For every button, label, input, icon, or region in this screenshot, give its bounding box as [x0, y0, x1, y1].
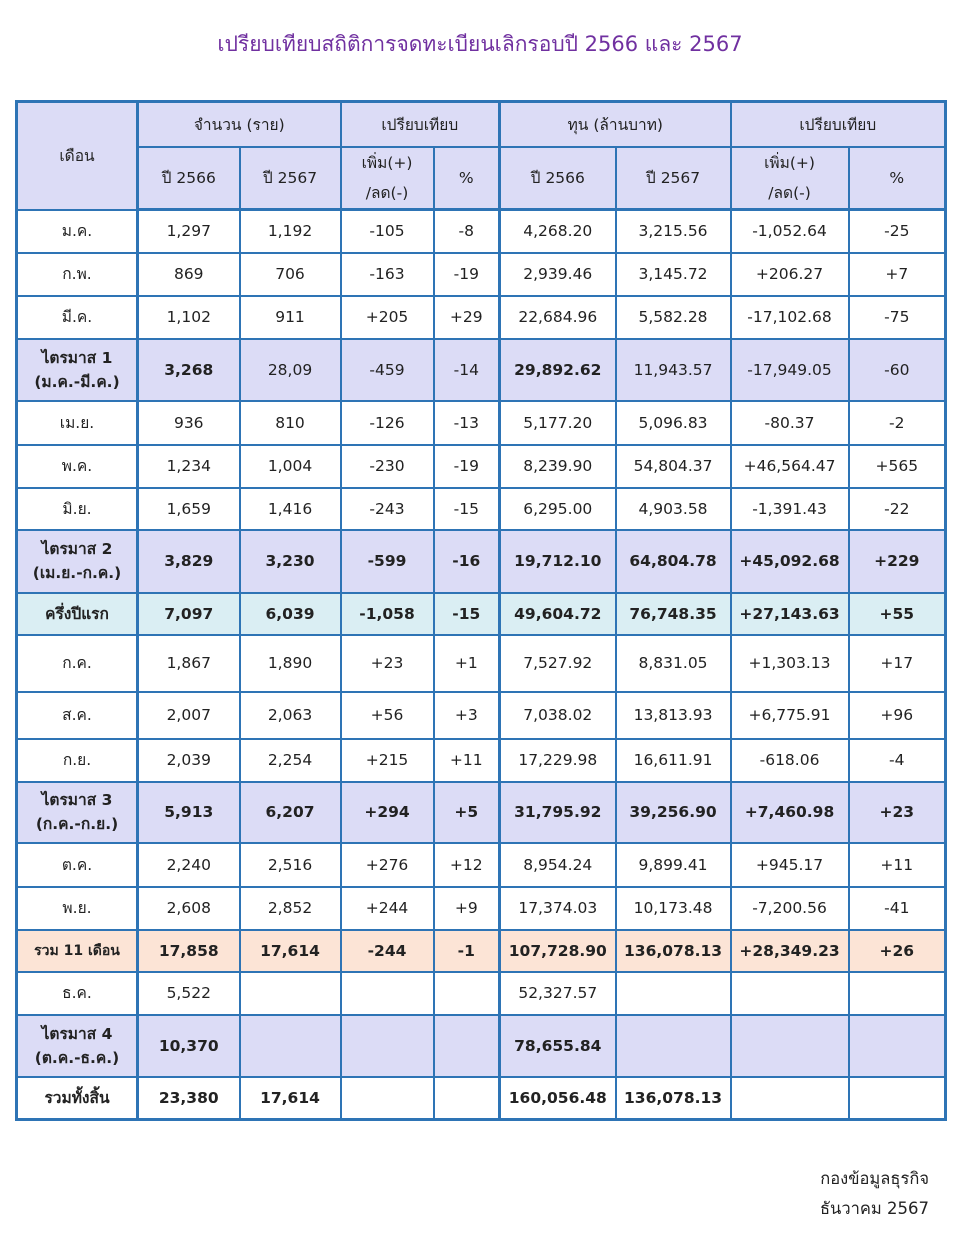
row-label: ไตรมาส 2: [41, 540, 113, 558]
table-row: [17, 593, 946, 635]
table-row: [17, 445, 946, 488]
count-percent-cell: -15: [434, 593, 500, 635]
count-2567-cell: 6,039: [240, 593, 341, 635]
capital-2566-cell: 7,527.92: [500, 635, 616, 692]
capital-percent-cell: -60: [849, 339, 946, 401]
count-change-cell: -230: [341, 445, 434, 488]
row-sublabel: (ม.ค.-มี.ค.): [34, 372, 120, 391]
row-sublabel: (ต.ค.-ธ.ค.): [34, 1048, 120, 1067]
capital-2567-cell: 39,256.90: [616, 782, 731, 843]
capital-2566-cell: 29,892.62: [500, 339, 616, 401]
count-2567-cell: 28,09: [240, 339, 341, 401]
row-label-cell: [17, 635, 138, 692]
count-change-cell: -105: [341, 210, 434, 253]
count-2567-cell: 810: [240, 401, 341, 445]
count-percent-cell: +9: [434, 887, 500, 930]
row-label: ก.ย.: [62, 751, 92, 769]
row-sublabel: (ก.ค.-ก.ย.): [35, 815, 119, 833]
header-change-line1: เพิ่ม(+): [764, 153, 815, 172]
capital-2567-cell: 5,582.28: [616, 296, 731, 339]
capital-2566-cell: 22,684.96: [500, 296, 616, 339]
count-percent-cell: -1: [434, 930, 500, 972]
header-capital-percent: %: [849, 147, 946, 210]
count-2566-cell: 1,297: [138, 210, 240, 253]
row-label-cell: [17, 782, 138, 843]
count-2566-cell: 7,097: [138, 593, 240, 635]
count-2567-cell: 1,890: [240, 635, 341, 692]
count-2566-cell: 1,102: [138, 296, 240, 339]
count-change-cell: -459: [341, 339, 434, 401]
row-label: รวม 11 เดือน: [34, 942, 120, 959]
row-label: ครึ่งปีแรก: [45, 604, 109, 623]
row-label-cell: [17, 593, 138, 635]
footer-date: ธันวาคม 2567: [819, 1199, 929, 1218]
capital-2567-cell: 3,145.72: [616, 253, 731, 296]
count-percent-cell: -19: [434, 445, 500, 488]
table-row: [17, 692, 946, 739]
capital-2567-cell: 16,611.91: [616, 739, 731, 782]
capital-percent-cell: -41: [849, 887, 946, 930]
row-sublabel: (เม.ย.-ก.ค.): [32, 564, 122, 582]
table-row: [17, 887, 946, 930]
row-label: ม.ค.: [61, 222, 93, 240]
capital-2567-cell: 76,748.35: [616, 593, 731, 635]
row-label: ส.ค.: [62, 706, 92, 724]
count-percent-cell: [434, 1015, 500, 1077]
count-percent-cell: +12: [434, 843, 500, 887]
capital-2567-cell: 54,804.37: [616, 445, 731, 488]
row-label-cell: [17, 887, 138, 930]
count-2567-cell: 1,192: [240, 210, 341, 253]
row-label: ก.ค.: [62, 654, 92, 672]
capital-change-cell: +945.17: [731, 843, 849, 887]
count-2567-cell: 1,416: [240, 488, 341, 530]
table-row: [17, 782, 946, 843]
header-count-percent: %: [434, 147, 500, 210]
table-row: [17, 488, 946, 530]
capital-percent-cell: -2: [849, 401, 946, 445]
row-label: ไตรมาส 4: [41, 1024, 113, 1043]
capital-2566-cell: 78,655.84: [500, 1015, 616, 1077]
count-percent-cell: +5: [434, 782, 500, 843]
row-label-cell: [17, 692, 138, 739]
header-count-year-2567: ปี 2567: [240, 147, 341, 210]
capital-2566-cell: 5,177.20: [500, 401, 616, 445]
capital-2566-cell: 160,056.48: [500, 1077, 616, 1120]
count-2566-cell: 936: [138, 401, 240, 445]
table-row: [17, 530, 946, 593]
row-label: เม.ย.: [59, 413, 95, 432]
count-2566-cell: 3,829: [138, 530, 240, 593]
capital-change-cell: -7,200.56: [731, 887, 849, 930]
row-label: ธ.ค.: [62, 984, 92, 1002]
row-label: พ.ย.: [62, 899, 92, 917]
capital-change-cell: +46,564.47: [731, 445, 849, 488]
count-percent-cell: [434, 972, 500, 1015]
capital-2566-cell: 17,374.03: [500, 887, 616, 930]
header-change-line2: /ลด(-): [768, 183, 811, 202]
count-2567-cell: 2,254: [240, 739, 341, 782]
table-row: [17, 739, 946, 782]
capital-percent-cell: +11: [849, 843, 946, 887]
header-count-compare: เปรียบเทียบ: [341, 102, 500, 147]
count-2566-cell: 3,268: [138, 339, 240, 401]
capital-2566-cell: 8,239.90: [500, 445, 616, 488]
capital-2567-cell: 10,173.48: [616, 887, 731, 930]
capital-2566-cell: 2,939.46: [500, 253, 616, 296]
capital-percent-cell: +7: [849, 253, 946, 296]
capital-percent-cell: [849, 972, 946, 1015]
row-label-cell: [17, 1077, 138, 1120]
row-label-cell: [17, 296, 138, 339]
header-capital-compare: เปรียบเทียบ: [731, 102, 946, 147]
capital-change-cell: [731, 972, 849, 1015]
capital-2567-cell: 8,831.05: [616, 635, 731, 692]
row-label: มี.ค.: [61, 308, 93, 326]
count-percent-cell: -16: [434, 530, 500, 593]
table-row: [17, 972, 946, 1015]
count-change-cell: [341, 972, 434, 1015]
table-row: [17, 253, 946, 296]
count-change-cell: -126: [341, 401, 434, 445]
row-label: ไตรมาส 3: [41, 791, 113, 809]
count-2566-cell: 5,522: [138, 972, 240, 1015]
row-label-cell: [17, 339, 138, 401]
capital-2567-cell: 4,903.58: [616, 488, 731, 530]
count-percent-cell: +1: [434, 635, 500, 692]
row-label-cell: [17, 1015, 138, 1077]
row-label-cell: [17, 739, 138, 782]
header-count-group: จำนวน (ราย): [138, 102, 341, 147]
count-change-cell: -244: [341, 930, 434, 972]
count-percent-cell: -14: [434, 339, 500, 401]
row-label: ต.ค.: [61, 855, 93, 874]
table-row: [17, 930, 946, 972]
capital-2566-cell: 49,604.72: [500, 593, 616, 635]
count-percent-cell: +11: [434, 739, 500, 782]
capital-percent-cell: +229: [849, 530, 946, 593]
capital-percent-cell: +96: [849, 692, 946, 739]
capital-percent-cell: +23: [849, 782, 946, 843]
capital-2567-cell: [616, 972, 731, 1015]
count-percent-cell: -8: [434, 210, 500, 253]
count-percent-cell: -13: [434, 401, 500, 445]
count-2567-cell: 911: [240, 296, 341, 339]
count-2567-cell: 6,207: [240, 782, 341, 843]
header-capital-year-2566: ปี 2566: [500, 147, 616, 210]
count-change-cell: +56: [341, 692, 434, 739]
count-2567-cell: [240, 1015, 341, 1077]
count-percent-cell: +29: [434, 296, 500, 339]
row-label: รวมทั้งสิ้น: [44, 1088, 110, 1107]
count-2567-cell: 1,004: [240, 445, 341, 488]
capital-change-cell: -1,052.64: [731, 210, 849, 253]
page-title: เปรียบเทียบสถิติการจดทะเบียนเลิกรอบปี 2566 และ 2567: [217, 32, 743, 56]
capital-change-cell: +1,303.13: [731, 635, 849, 692]
capital-2567-cell: 11,943.57: [616, 339, 731, 401]
count-change-cell: +205: [341, 296, 434, 339]
count-percent-cell: +3: [434, 692, 500, 739]
count-2566-cell: 1,659: [138, 488, 240, 530]
capital-change-cell: +206.27: [731, 253, 849, 296]
count-change-cell: +276: [341, 843, 434, 887]
capital-2566-cell: 19,712.10: [500, 530, 616, 593]
row-label: มิ.ย.: [62, 499, 92, 518]
capital-2566-cell: 17,229.98: [500, 739, 616, 782]
count-2567-cell: 3,230: [240, 530, 341, 593]
table-row: [17, 401, 946, 445]
capital-2566-cell: 7,038.02: [500, 692, 616, 739]
count-percent-cell: [434, 1077, 500, 1120]
capital-percent-cell: [849, 1015, 946, 1077]
capital-2567-cell: 9,899.41: [616, 843, 731, 887]
count-2566-cell: 23,380: [138, 1077, 240, 1120]
capital-2567-cell: [616, 1015, 731, 1077]
capital-change-cell: +6,775.91: [731, 692, 849, 739]
capital-2566-cell: 6,295.00: [500, 488, 616, 530]
row-label: ก.พ.: [62, 265, 92, 283]
table-row: [17, 1077, 946, 1120]
row-label-cell: [17, 253, 138, 296]
capital-change-cell: [731, 1015, 849, 1077]
count-change-cell: +294: [341, 782, 434, 843]
table-row: [17, 210, 946, 253]
capital-change-cell: +27,143.63: [731, 593, 849, 635]
capital-percent-cell: +565: [849, 445, 946, 488]
row-label-cell: [17, 843, 138, 887]
count-change-cell: +215: [341, 739, 434, 782]
capital-2566-cell: 4,268.20: [500, 210, 616, 253]
capital-2567-cell: 3,215.56: [616, 210, 731, 253]
count-2567-cell: 17,614: [240, 1077, 341, 1120]
row-label: ไตรมาส 1: [41, 348, 113, 367]
capital-percent-cell: [849, 1077, 946, 1120]
capital-change-cell: [731, 1077, 849, 1120]
table-row: [17, 1015, 946, 1077]
count-2567-cell: [240, 972, 341, 1015]
row-label: พ.ค.: [61, 457, 93, 475]
row-label-cell: [17, 488, 138, 530]
header-month: เดือน: [17, 102, 138, 210]
count-2567-cell: 2,852: [240, 887, 341, 930]
capital-change-cell: -1,391.43: [731, 488, 849, 530]
capital-2566-cell: 52,327.57: [500, 972, 616, 1015]
capital-2566-cell: 31,795.92: [500, 782, 616, 843]
capital-2566-cell: 8,954.24: [500, 843, 616, 887]
capital-change-cell: +7,460.98: [731, 782, 849, 843]
header-capital-change: [731, 147, 849, 210]
count-2566-cell: 2,039: [138, 739, 240, 782]
count-2567-cell: 706: [240, 253, 341, 296]
header-capital-year-2567: ปี 2567: [616, 147, 731, 210]
capital-percent-cell: +55: [849, 593, 946, 635]
table-body: [17, 210, 946, 1120]
count-2566-cell: 2,608: [138, 887, 240, 930]
header-count-change: [341, 147, 434, 210]
table-row: [17, 296, 946, 339]
header-change-line1: เพิ่ม(+): [361, 153, 413, 172]
capital-change-cell: +45,092.68: [731, 530, 849, 593]
row-label-cell: [17, 210, 138, 253]
footer-department: กองข้อมูลธุรกิจ: [820, 1169, 929, 1188]
capital-change-cell: -17,102.68: [731, 296, 849, 339]
capital-percent-cell: +17: [849, 635, 946, 692]
count-change-cell: +244: [341, 887, 434, 930]
capital-percent-cell: -75: [849, 296, 946, 339]
capital-change-cell: -17,949.05: [731, 339, 849, 401]
count-change-cell: -163: [341, 253, 434, 296]
count-2566-cell: 2,240: [138, 843, 240, 887]
count-percent-cell: -15: [434, 488, 500, 530]
row-label-cell: [17, 972, 138, 1015]
count-2566-cell: 17,858: [138, 930, 240, 972]
count-percent-cell: -19: [434, 253, 500, 296]
table-row: [17, 635, 946, 692]
table-row: [17, 339, 946, 401]
row-label-cell: [17, 401, 138, 445]
table-row: [17, 843, 946, 887]
count-2567-cell: 2,063: [240, 692, 341, 739]
capital-2567-cell: 5,096.83: [616, 401, 731, 445]
count-2567-cell: 17,614: [240, 930, 341, 972]
row-label-cell: [17, 445, 138, 488]
capital-percent-cell: -4: [849, 739, 946, 782]
statistics-table: [15, 100, 947, 1121]
capital-change-cell: +28,349.23: [731, 930, 849, 972]
capital-2567-cell: 136,078.13: [616, 1077, 731, 1120]
capital-2567-cell: 64,804.78: [616, 530, 731, 593]
capital-2567-cell: 136,078.13: [616, 930, 731, 972]
count-change-cell: -1,058: [341, 593, 434, 635]
count-change-cell: [341, 1015, 434, 1077]
header-count-year-2566: ปี 2566: [138, 147, 240, 210]
capital-percent-cell: -25: [849, 210, 946, 253]
header-change-line2: /ลด(-): [365, 183, 409, 202]
header-capital-group: ทุน (ล้านบาท): [500, 102, 731, 147]
capital-2566-cell: 107,728.90: [500, 930, 616, 972]
capital-change-cell: -618.06: [731, 739, 849, 782]
count-2566-cell: 2,007: [138, 692, 240, 739]
row-label-cell: [17, 530, 138, 593]
count-2566-cell: 5,913: [138, 782, 240, 843]
count-2566-cell: 1,867: [138, 635, 240, 692]
capital-percent-cell: +26: [849, 930, 946, 972]
count-2567-cell: 2,516: [240, 843, 341, 887]
count-change-cell: [341, 1077, 434, 1120]
row-label-cell: [17, 930, 138, 972]
table-header: [17, 102, 946, 210]
count-2566-cell: 1,234: [138, 445, 240, 488]
count-2566-cell: 10,370: [138, 1015, 240, 1077]
capital-2567-cell: 13,813.93: [616, 692, 731, 739]
count-change-cell: -243: [341, 488, 434, 530]
count-change-cell: -599: [341, 530, 434, 593]
capital-percent-cell: -22: [849, 488, 946, 530]
count-2566-cell: 869: [138, 253, 240, 296]
capital-change-cell: -80.37: [731, 401, 849, 445]
count-change-cell: +23: [341, 635, 434, 692]
